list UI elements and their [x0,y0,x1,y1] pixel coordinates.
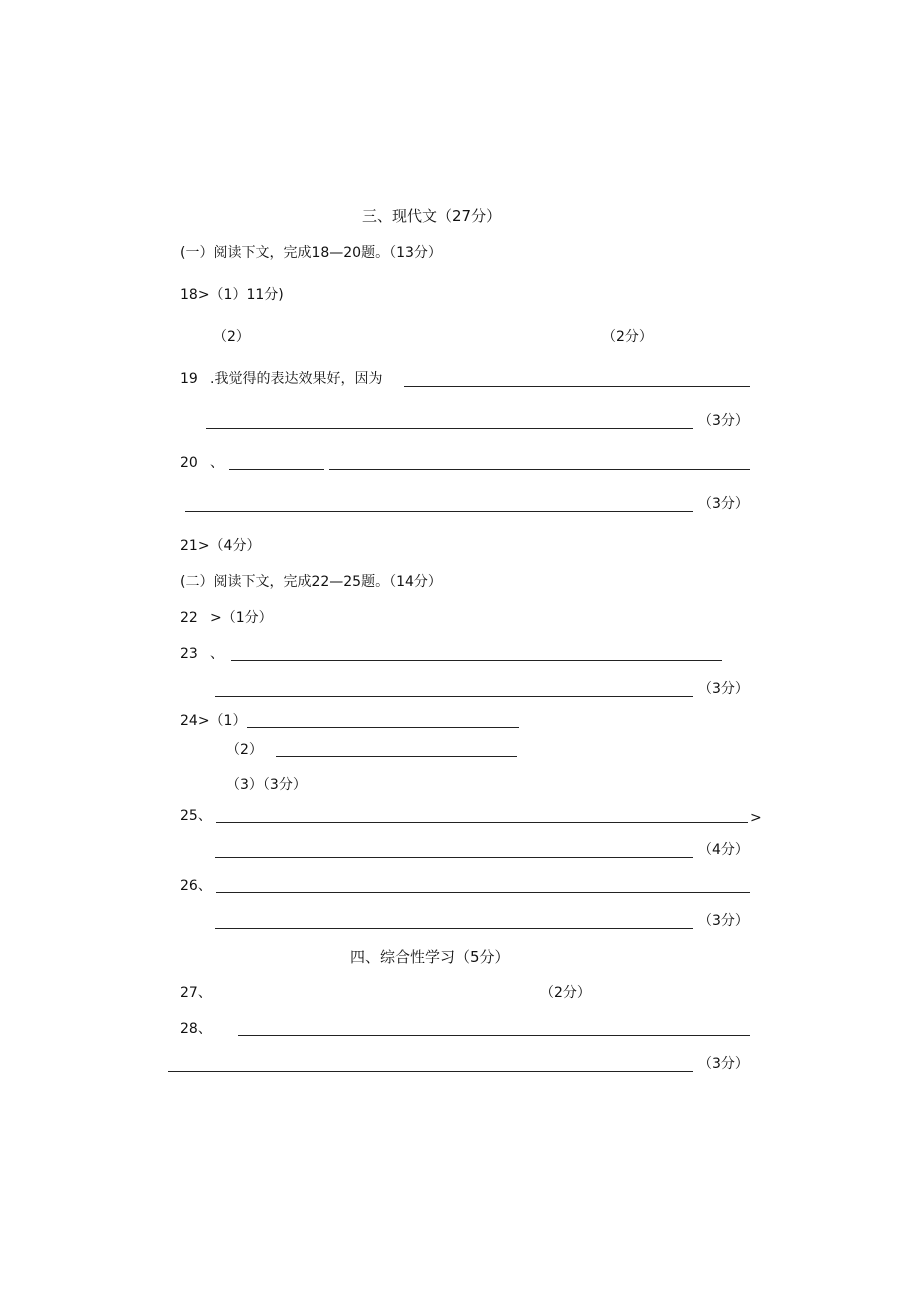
q25-score: （4分） [698,842,749,858]
q27-score: （2分） [540,985,591,1001]
q25-answer-line-2[interactable] [215,857,693,858]
q19-answer-line-1[interactable] [404,386,750,387]
q24-part1-label: 24>（1） [180,713,247,729]
q19-number: 19 [180,371,198,387]
q20-number: 20 [180,455,198,471]
q26-number: 26、 [180,878,212,894]
q19-answer-line-2[interactable] [206,428,693,429]
part-1-header: (一）阅读下文，完成18—20题。（13分） [180,245,442,261]
part-2-header: (二）阅读下文，完成22—25题。（14分） [180,574,442,590]
q25-answer-line-1[interactable] [216,822,748,823]
q20-answer-line-2[interactable] [185,511,693,512]
q28-number: 28、 [180,1021,212,1037]
q18-part2-score: （2分） [602,329,653,345]
q20-score: （3分） [698,496,749,512]
q21: 21>（4分） [180,538,261,554]
q23-number: 23 [180,646,198,662]
q23-score: （3分） [698,681,749,697]
q19-prompt: .我觉得的表达效果好，因为 [210,371,383,387]
section-3-title: 三、现代文（27分） [362,207,502,225]
q23-answer-line-2[interactable] [215,696,693,697]
q24-part3: （3）（3分） [226,777,307,793]
q22-text: >（1分） [210,610,273,626]
q28-score: （3分） [698,1056,749,1072]
q18-part2-label: （2） [213,329,250,345]
q23-separator: 、 [210,646,224,662]
q26-score: （3分） [698,913,749,929]
section-4-title: 四、综合性学习（5分） [350,948,510,966]
q27-number: 27、 [180,985,212,1001]
q25-line-end-mark: > [750,810,762,826]
q20-answer-line-short[interactable] [229,469,324,470]
q24-part2-answer-line[interactable] [276,756,517,757]
q23-answer-line-1[interactable] [231,660,722,661]
q28-answer-line-1[interactable] [238,1035,750,1036]
q20-answer-line-1[interactable] [329,469,750,470]
q24-part1-answer-line[interactable] [247,727,519,728]
q25-number: 25、 [180,808,212,824]
q22-number: 22 [180,610,198,626]
q20-separator: 、 [210,455,224,471]
q28-answer-line-2[interactable] [168,1071,693,1072]
q19-score: （3分） [698,413,749,429]
q26-answer-line-1[interactable] [216,892,750,893]
q18-part1: 18>（1）11分) [180,287,284,303]
q24-part2-label: （2） [226,742,263,758]
q26-answer-line-2[interactable] [215,928,693,929]
